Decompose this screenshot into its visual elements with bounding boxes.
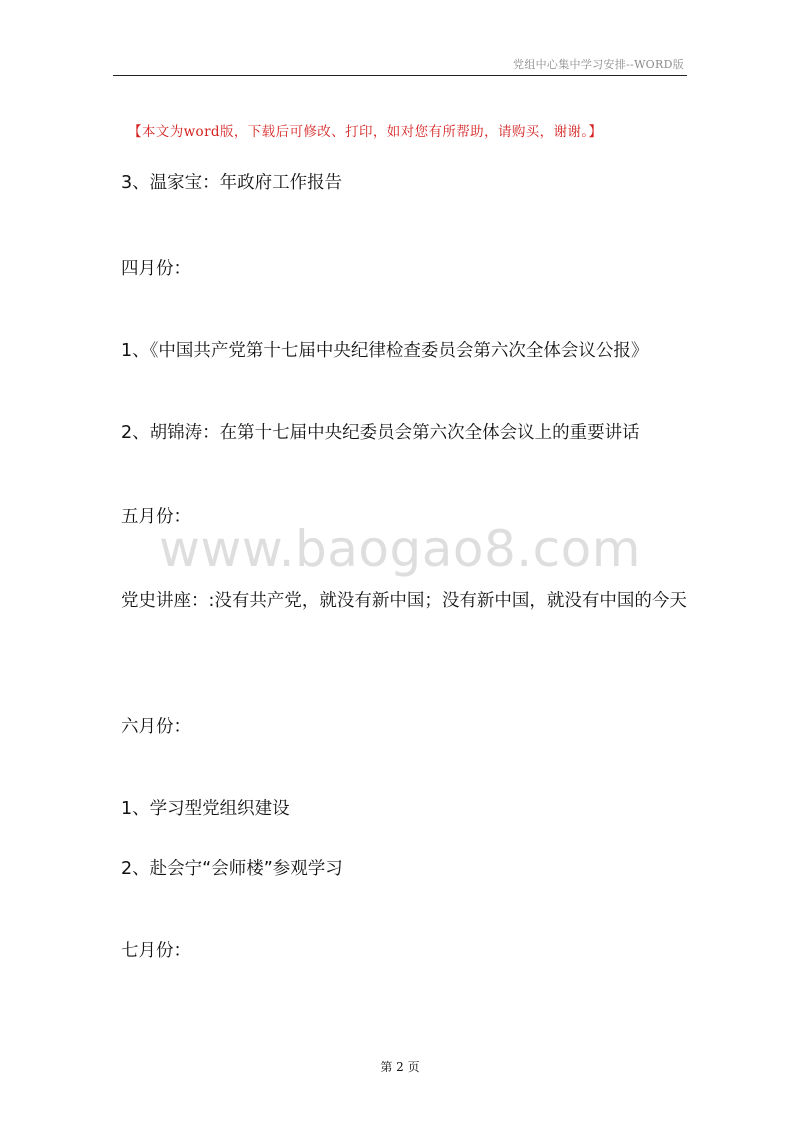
running-header: 党组中心集中学习安排--WORD版 [513, 58, 684, 71]
month-heading-june: 六月份： [121, 717, 191, 737]
body-line-communique: 1、《中国共产党第十七届中央纪律检查委员会第六次全体会议公报》 [121, 341, 649, 361]
body-line-visit: 2、赴会宁“会师楼”参观学习 [121, 859, 343, 879]
page-number: 第 2 页 [380, 1060, 420, 1074]
purchase-notice: 【本文为word版，下载后可修改、打印，如对您有所帮助，请购买，谢谢。】 [128, 124, 603, 140]
body-line-party-history-lecture: 党史讲座：:没有共产党，就没有新中国；没有新中国，就没有中国的今天 [121, 591, 687, 611]
body-line-speech: 2、胡锦涛：在第十七届中央纪委员会第六次全体会议上的重要讲话 [121, 423, 640, 443]
month-heading-april: 四月份： [121, 259, 191, 279]
header-divider [113, 75, 687, 76]
month-heading-july: 七月份： [121, 941, 191, 961]
month-heading-may: 五月份： [121, 507, 191, 527]
watermark-text: www.baogao8.com [159, 520, 641, 578]
body-line-report: 3、温家宝：年政府工作报告 [121, 173, 343, 193]
body-line-learning-organization: 1、学习型党组织建设 [121, 799, 290, 819]
